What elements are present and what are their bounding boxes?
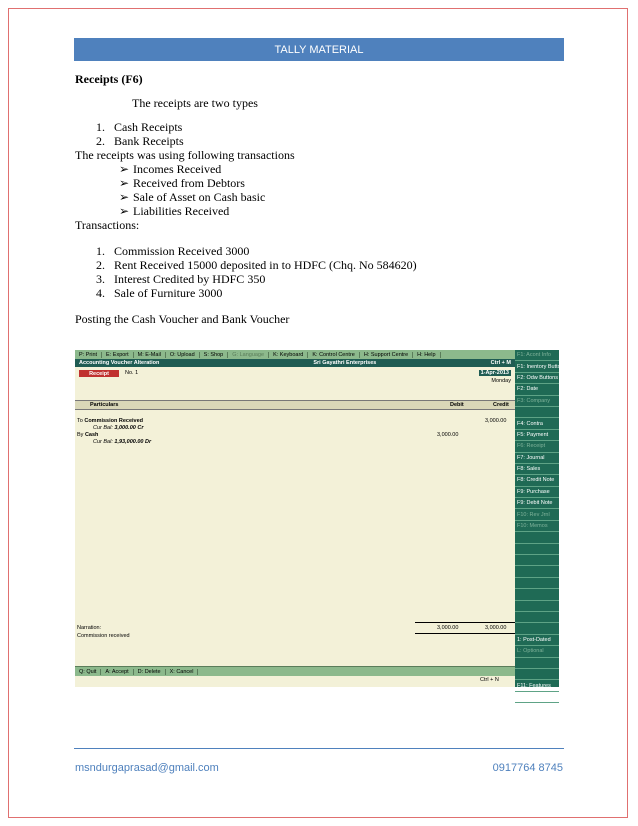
side-button — [515, 532, 559, 543]
col-particulars: Particulars — [90, 402, 119, 408]
entry-line-2: By Cash — [77, 432, 99, 438]
col-debit: Debit — [450, 402, 464, 408]
transactions-list — [75, 244, 565, 300]
side-button: F8: Sales — [515, 464, 559, 475]
entry-2-balance: Cur Bal: 1,93,000.00 Dr — [93, 439, 152, 445]
side-button: F9: Purchase — [515, 487, 559, 498]
menu-control-centre: K: Control Centre — [308, 352, 360, 358]
menu-export: E: Export — [102, 352, 134, 358]
side-button — [515, 578, 559, 589]
voucher-type-badge: Receipt — [79, 370, 119, 377]
shortcut-hint: Ctrl + M — [490, 360, 511, 366]
company-name: Sri Gayathri Enterprises — [313, 360, 377, 366]
side-button: F2: Date — [515, 384, 559, 395]
side-button: F12: Configure — [515, 692, 559, 703]
side-button: F6: Receipt — [515, 441, 559, 452]
list-item: 1. Commission Received 3000 — [108, 244, 565, 258]
side-button: F8: Credit Note — [515, 475, 559, 486]
side-button — [515, 555, 559, 566]
side-button: F11: Features — [515, 680, 559, 691]
arrow-bullet-icon: ➢ — [119, 176, 130, 190]
side-button: L: Optional — [515, 646, 559, 657]
menu-keyboard: K: Keyboard — [269, 352, 308, 358]
side-button: F2: Odw Buttons — [515, 373, 559, 384]
document-body — [75, 72, 565, 326]
col-credit: Credit — [493, 402, 509, 408]
menu-delete: D: Delete — [134, 669, 166, 675]
side-button — [515, 566, 559, 577]
voucher-day: Monday — [491, 378, 511, 384]
receipt-types-list — [75, 120, 565, 148]
menu-support-centre: H: Support Centre — [360, 352, 413, 358]
side-button: F4: Contra — [515, 418, 559, 429]
menu-print: P: Print — [75, 352, 102, 358]
menu-accept: A: Accept — [101, 669, 133, 675]
total-rule-top — [415, 622, 515, 623]
arrow-bullet-icon: ➢ — [119, 204, 130, 218]
footer-phone: 0917764 8745 — [492, 762, 563, 774]
transactions-intro: The receipts was using following transactions — [75, 148, 295, 162]
side-button: F9: Debit Note — [515, 498, 559, 509]
voucher-date: 1-Apr-2013 — [480, 370, 509, 376]
menu-help: H: Help — [413, 352, 440, 358]
narration-text: Commission received — [77, 633, 130, 639]
transactions-label: Transactions: — [75, 218, 140, 232]
entry-2-debit: 3,000.00 — [437, 432, 459, 438]
list-item: 3. Interest Credited by HDFC 350 — [108, 272, 565, 286]
side-button — [515, 612, 559, 623]
side-button — [515, 589, 559, 600]
list-item: ➢ Liabilities Received — [119, 204, 230, 218]
intro-text: The receipts are two types — [132, 96, 258, 110]
side-button: F1: Inentory Buttons — [515, 361, 559, 372]
menu-shop: S: Shop — [200, 352, 229, 358]
menu-quit: Q: Quit — [75, 669, 101, 675]
list-item: ➢ Incomes Received — [119, 162, 222, 176]
list-item: ➢ Received from Debtors — [119, 176, 245, 190]
list-item: 2. Bank Receipts — [108, 134, 565, 148]
side-button: F5: Payment — [515, 430, 559, 441]
menu-upload: O: Upload — [166, 352, 200, 358]
menu-language: G: Language — [228, 352, 269, 358]
side-button — [515, 407, 559, 418]
tally-title-bar — [75, 359, 515, 367]
side-button — [515, 623, 559, 634]
tally-screenshot — [75, 350, 567, 700]
footer-rule — [74, 748, 564, 749]
voucher-mode: Accounting Voucher Alteration — [79, 360, 160, 366]
column-header — [75, 400, 515, 410]
arrow-bullet-icon: ➢ — [119, 162, 130, 176]
entry-line-1: To Commission Received — [77, 418, 144, 424]
arrow-bullet-icon: ➢ — [119, 190, 130, 204]
side-button: F10: Rev Jrnl — [515, 509, 559, 520]
total-rule-bottom — [415, 633, 515, 634]
footer-email: msndurgaprasad@gmail.com — [75, 762, 219, 774]
side-button — [515, 601, 559, 612]
list-item: 4. Sale of Furniture 3000 — [108, 286, 565, 300]
list-item: ➢ Sale of Asset on Cash basic — [119, 190, 266, 204]
tally-side-panel — [515, 350, 567, 700]
side-button — [515, 658, 559, 669]
bottom-shortcut: Ctrl + N — [480, 677, 499, 683]
total-credit: 3,000.00 — [485, 625, 507, 631]
side-button: F10: Memos — [515, 521, 559, 532]
menu-cancel: X: Cancel — [166, 669, 199, 675]
narration-label: Narration: — [77, 625, 102, 631]
side-button: F3: Company — [515, 396, 559, 407]
header-title: TALLY MATERIAL — [274, 43, 364, 56]
entry-1-credit: 3,000.00 — [485, 418, 507, 424]
section-heading: Receipts (F6) — [75, 72, 143, 86]
tally-bottom-menu — [75, 666, 515, 676]
menu-email: M: E-Mail — [134, 352, 166, 358]
side-button: F7: Journal — [515, 453, 559, 464]
side-button — [515, 669, 559, 680]
voucher-number: No. 1 — [125, 370, 139, 376]
side-button: 1: Post-Dated — [515, 635, 559, 646]
side-button: F1: Acont Info — [515, 350, 559, 361]
list-item: 1. Cash Receipts — [108, 120, 565, 134]
posting-text: Posting the Cash Voucher and Bank Voucher — [75, 312, 290, 326]
list-item: 2. Rent Received 15000 deposited in to HDFC (Chq. No 584620) — [108, 258, 565, 272]
transaction-kinds-list — [75, 162, 565, 218]
side-button — [515, 544, 559, 555]
total-debit: 3,000.00 — [437, 625, 459, 631]
page-header — [74, 38, 564, 61]
entry-1-balance: Cur Bal: 3,000.00 Cr — [93, 425, 144, 431]
